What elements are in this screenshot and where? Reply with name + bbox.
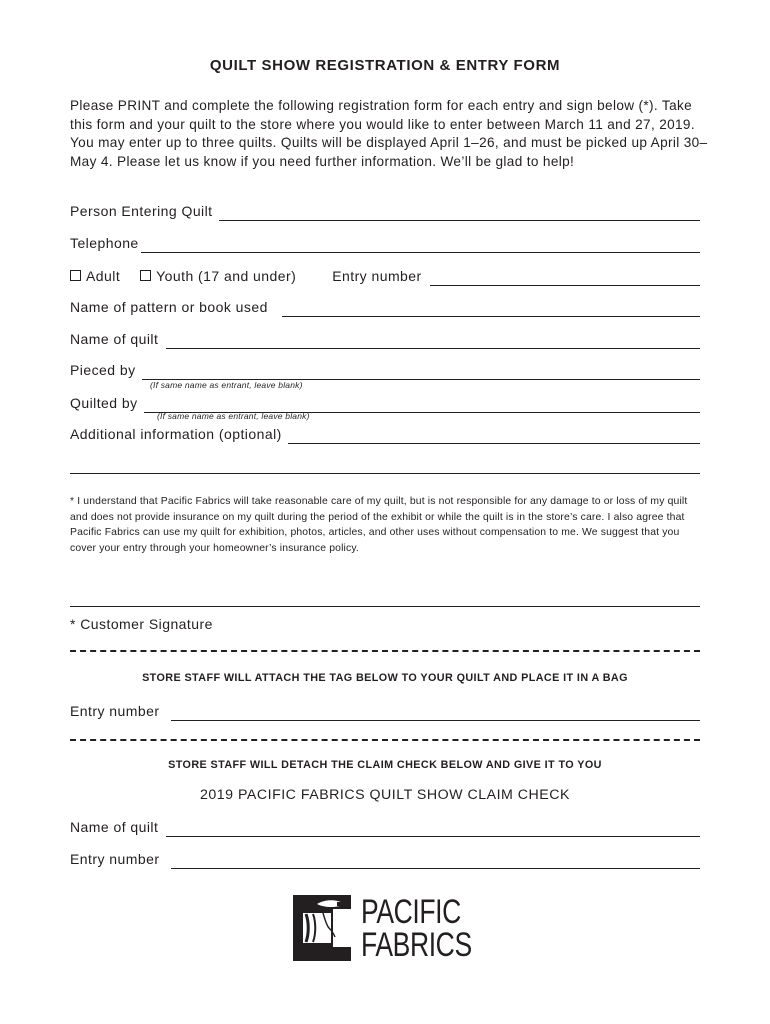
- telephone-label: Telephone: [70, 235, 139, 251]
- adult-option[interactable]: [70, 268, 120, 286]
- quilt-name-line[interactable]: [166, 347, 700, 349]
- claim-notice: STORE STAFF WILL DETACH THE CLAIM CHECK BELOW AND GIVE IT TO YOU: [168, 759, 602, 771]
- thread-spool-icon: [289, 892, 355, 964]
- entry-number-label: Entry number: [332, 268, 422, 284]
- adult-checkbox[interactable]: [70, 270, 81, 281]
- entry-number-line[interactable]: [430, 284, 700, 286]
- youth-label: Youth (17 and under): [156, 268, 297, 284]
- intro-paragraph: Please PRINT and complete the following registration form for each entry and sign below (*). Take this form and your quilt to the store where you would like to enter between March 11 and 27, 2019. You may enter up to three quilts. Quilts will be displayed April 1–26, and must be picked up April 30–May 4. Please let us know if you need further information. We’ll be glad to help!: [70, 98, 708, 169]
- quilt-name-label: Name of quilt: [70, 331, 159, 347]
- pattern-field[interactable]: [70, 295, 700, 317]
- category-row: [70, 264, 700, 286]
- form-title: QUILT SHOW REGISTRATION & ENTRY FORM: [209, 57, 561, 74]
- logo-text-line-1: PACIFIC: [361, 893, 461, 931]
- person-entering-label: Person Entering Quilt: [70, 203, 213, 219]
- quilted-by-hint: (If same name as entrant, leave blank): [157, 411, 310, 421]
- pieced-by-hint: (If same name as entrant, leave blank): [150, 380, 303, 390]
- signature-label: * Customer Signature: [70, 616, 213, 632]
- pieced-by-label: Pieced by: [70, 362, 136, 378]
- claim-quilt-name-label: Name of quilt: [70, 819, 159, 835]
- pieced-by-field[interactable]: [70, 358, 700, 380]
- claim-check-title: 2019 PACIFIC FABRICS QUILT SHOW CLAIM CHECK: [200, 787, 570, 803]
- signature-line[interactable]: [70, 606, 700, 607]
- disclaimer-text: * I understand that Pacific Fabrics will take reasonable care of my quilt, but is not responsible for any damage to or loss of my quilt and does not provide insurance on my quilt during the period of the exhibit or while the quilt is in the store’s care. I also agree that Pacific Fabrics can use my quilt for exhibition, photos, articles, and other uses without compensation to me. We suggest that you cover your entry through your homeowner’s insurance policy.: [70, 496, 688, 554]
- tag-entry-number-label: Entry number: [70, 703, 160, 719]
- tag-entry-number-line[interactable]: [171, 719, 700, 721]
- additional-info-label: Additional information (optional): [70, 426, 282, 442]
- pattern-label: Name of pattern or book used: [70, 299, 268, 315]
- quilted-by-label: Quilted by: [70, 395, 138, 411]
- claim-quilt-name-field[interactable]: [70, 815, 700, 837]
- telephone-line[interactable]: [141, 251, 700, 253]
- tag-entry-number-field[interactable]: [70, 699, 700, 721]
- pacific-fabrics-logo: [289, 892, 489, 964]
- claim-entry-number-label: Entry number: [70, 851, 160, 867]
- quilted-by-field[interactable]: [70, 391, 700, 413]
- claim-entry-number-line[interactable]: [171, 867, 700, 869]
- youth-option[interactable]: [140, 268, 296, 286]
- cut-line-2: [70, 739, 700, 741]
- telephone-field[interactable]: [70, 231, 700, 253]
- quilt-name-field[interactable]: [70, 327, 700, 349]
- logo-text-line-2: FABRICS: [361, 926, 472, 964]
- additional-info-line[interactable]: [288, 442, 700, 444]
- person-entering-line[interactable]: [219, 219, 700, 221]
- cut-line-1: [70, 650, 700, 652]
- additional-info-field[interactable]: [70, 422, 700, 444]
- claim-entry-number-field[interactable]: [70, 847, 700, 869]
- additional-info-line-2[interactable]: [70, 473, 700, 474]
- tag-notice: STORE STAFF WILL ATTACH THE TAG BELOW TO YOUR QUILT AND PLACE IT IN A BAG: [142, 672, 628, 684]
- adult-label: Adult: [86, 268, 121, 284]
- pattern-line[interactable]: [282, 315, 700, 317]
- youth-checkbox[interactable]: [140, 270, 151, 281]
- claim-quilt-name-line[interactable]: [166, 835, 700, 837]
- person-entering-field[interactable]: [70, 199, 700, 221]
